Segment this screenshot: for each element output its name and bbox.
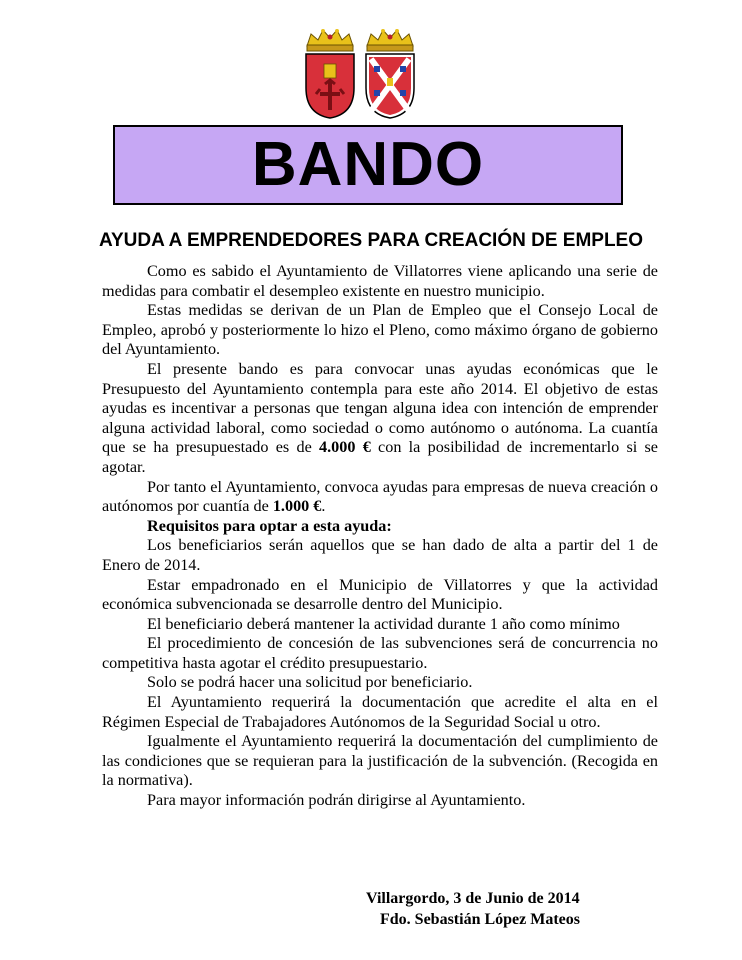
title-banner xyxy=(113,125,623,205)
paragraph: El beneficiario deberá mantener la actividad durante 1 año como mínimo xyxy=(147,614,620,633)
paragraph: Los beneficiarios serán aquellos que se han dado de alta a partir del 1 de Enero de 2014. xyxy=(102,536,658,574)
signature-name: Fdo. Sebastián López Mateos xyxy=(380,911,580,928)
paragraph-text: Por tanto el Ayuntamiento, convoca ayudas para empresas de nueva creación o autónomos por cuantía de xyxy=(102,477,658,516)
paragraph-grant xyxy=(102,478,658,517)
paragraph: El Ayuntamiento requerirá la documentación que acredite el alta en el Régimen Especial de Trabajadores Autónomos de la Seguridad Social u otro. xyxy=(102,693,658,731)
body-text xyxy=(102,262,658,811)
paragraph: Estas medidas se derivan de un Plan de Empleo que el Consejo Local de Empleo, aprobó y posteriormente lo hizo el Pleno, como máximo órgano de gobierno del Ayuntamiento. xyxy=(102,301,658,359)
paragraph-text: El presente bando es para convocar unas ayudas económicas que le Presupuesto del Ayuntamiento contempla para este año 2014. El objetivo de estas ayudas es incentivar a personas que tengan alguna idea con intención de emprender alguna actividad laboral, como sociedad o como autónomo o autónoma. La cuantía que se ha presupuestado es de xyxy=(102,359,658,457)
signature-place-date: Villargordo, 3 de Junio de 2014 xyxy=(366,890,580,907)
paragraph: Estar empadronado en el Municipio de Villatorres y que la actividad económica subvencionada se desarrolle dentro del Municipio. xyxy=(102,575,658,614)
coat-of-arms-right xyxy=(363,26,417,119)
paragraph: Como es sabido el Ayuntamiento de Villatorres viene aplicando una serie de medidas para combatir el desempleo existente en nuestro municipio. xyxy=(102,262,658,300)
paragraph-text: con la posibilidad de incrementarlo si se agotar. xyxy=(102,438,658,476)
paragraph-text: . xyxy=(321,497,326,516)
coat-of-arms-left xyxy=(303,26,357,119)
coat-of-arms-group xyxy=(300,26,420,121)
document-subtitle: AYUDA A EMPRENDEDORES PARA CREACIÓN DE EMPLEO xyxy=(98,230,644,251)
paragraph: Para mayor información podrán dirigirse al Ayuntamiento. xyxy=(147,791,526,810)
grant-amount: 1.000 € xyxy=(272,497,322,516)
paragraph-budget xyxy=(102,360,658,478)
requirements-heading: Requisitos para optar a esta ayuda: xyxy=(147,516,392,535)
paragraph: El procedimiento de concesión de las subvenciones será de concurrencia no competitiva hasta agotar el crédito presupuestario. xyxy=(102,634,658,672)
banner-title: BANDO xyxy=(251,130,485,199)
budget-amount: 4.000 € xyxy=(319,438,371,457)
paragraph: Solo se podrá hacer una solicitud por beneficiario. xyxy=(147,673,473,692)
signature-block xyxy=(366,888,606,930)
paragraph: Igualmente el Ayuntamiento requerirá la documentación del cumplimiento de las condiciones que se requieran para la justificación de la subvención. (Recogida en la normativa). xyxy=(102,732,658,790)
